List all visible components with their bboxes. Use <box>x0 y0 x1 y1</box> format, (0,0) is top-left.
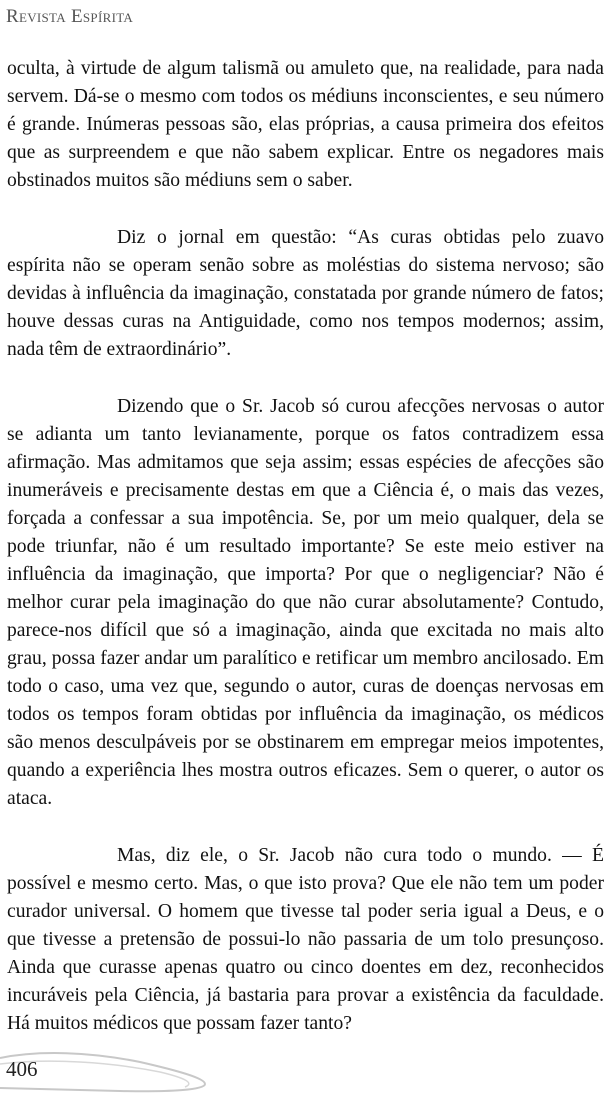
paragraph-2: Diz o jornal em questão: “As curas obtidas pelo zuavo espírita não se operam senão sobre as moléstias do sistema nervoso; são devidas à influência da imaginação, constatada por grande número de fatos; houve dessas curas na Antiguidade, como nos tempos modernos; assim, nada têm de extraordinário”. <box>7 227 604 360</box>
paragraph-4: Mas, diz ele, o Sr. Jacob não cura todo o mundo. — É possível e mesmo certo. Mas, o que isto prova? Que ele não tem um poder curador universal. O homem que tivesse tal poder seria igual a Deus, e o que tivesse a pretensão de possui-lo não passaria de um tolo presunçoso. Ainda que curasse apenas quatro ou cinco doentes em dez, reconhecidos incuráveis pela Ciência, já bastaria para provar a existência da faculdade. Há muitos médicos que possam fazer tanto? <box>7 845 604 1034</box>
footer-swash-ornament <box>0 1048 260 1094</box>
page-number: 406 <box>6 1057 38 1081</box>
running-header: Revista Espírita <box>6 6 134 27</box>
paragraph-1: oculta, à virtude de algum talismã ou amuleto que, na realidade, para nada servem. Dá-se o mesmo com todos os médiuns inconscientes, e seu número é grande. Inúmeras pessoas são, elas próprias, a causa primeira dos efeitos que as surpreendem e que não sabem explicar. Entre os negadores mais obstinados muitos são médiuns sem o saber. <box>7 58 604 191</box>
body-text <box>7 55 604 1067</box>
paragraph-3: Dizendo que o Sr. Jacob só curou afecções nervosas o autor se adianta um tanto levianamente, porque os fatos contradizem essa afirmação. Mas admitamos que seja assim; essas espécies de afecções são inumeráveis e precisamente destas em que a Ciência é, o mais das vezes, forçada a confessar a sua impotência. Se, por um meio qualquer, dela se pode triunfar, não é um resultado importante? Se este meio estiver na influência da imaginação, que importa? Por que o negligenciar? Não é melhor curar pela imaginação do que não curar absolutamente? Contudo, parece-nos difícil que só a imaginação, ainda que excitada no mais alto grau, possa fazer andar um paralítico e retificar um membro ancilosado. Em todo o caso, uma vez que, segundo o autor, curas de doenças nervosas em todos os tempos foram obtidas por influência da imaginação, os médicos são menos desculpáveis por se obstinarem em empregar meios impotentes, quando a experiência lhes mostra outros eficazes. Sem o querer, o autor os ataca. <box>7 396 604 809</box>
